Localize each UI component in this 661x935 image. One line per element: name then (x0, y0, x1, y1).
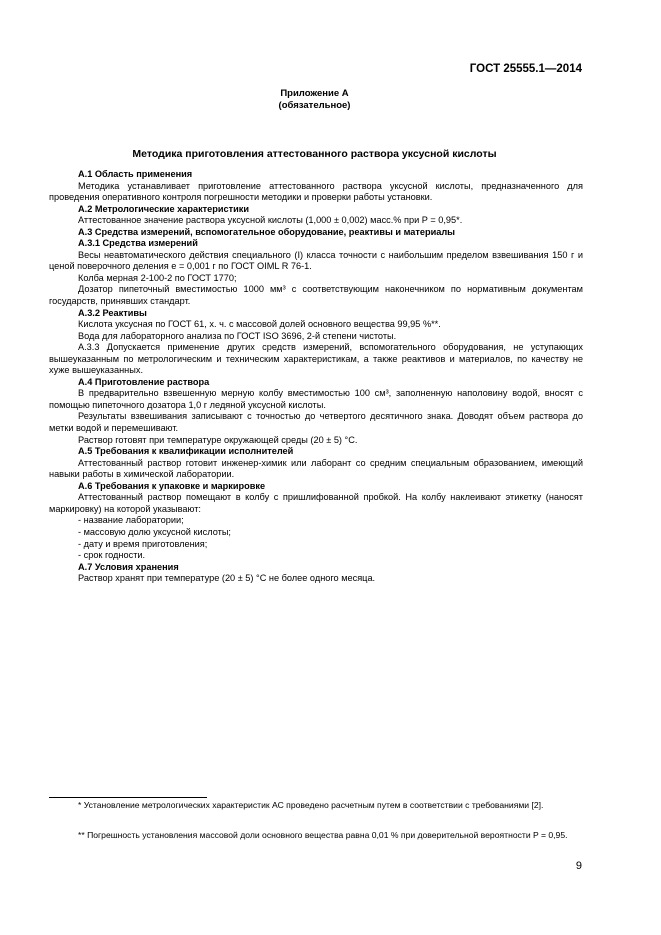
standard-number: ГОСТ 25555.1—2014 (469, 63, 582, 75)
paragraph: Аттестованный раствор помещают в колбу с пришлифованной пробкой. На колбу наклеивают этикетку (наносят маркировку) на которой указывают: (49, 492, 583, 514)
footnote (49, 798, 583, 814)
document-title: Методика приготовления аттестованного раствора уксусной кислоты (132, 148, 497, 160)
section-heading: А.2 Метрологические характеристики (78, 203, 250, 214)
list-item: - массовую долю уксусной кислоты; (78, 526, 231, 537)
document-body (49, 169, 583, 585)
section-heading: А.7 Условия хранения (78, 561, 179, 572)
paragraph: А.3.3 Допускается применение других средств измерений, вспомогательного оборудования, не уступающих вышеуказанным по метрологическим и техническим характеристикам, а также реактивов и материалов, по качеству не хуже вышеуказанных. (49, 342, 583, 376)
paragraph: Раствор хранят при температуре (20 ± 5) °С не более одного месяца. (78, 573, 376, 584)
footnote-text: * Установление метрологических характеристик АС проведено расчетным путем в соответствии с требованиями [2]. (78, 800, 544, 810)
paragraph: Раствор готовят при температуре окружающей среды (20 ± 5) °С. (78, 434, 358, 445)
paragraph: Результаты взвешивания записывают с точностью до четвертого десятичного знака. Доводят объем раствора до метки водой и перемешивают. (49, 411, 583, 434)
appendix-title: Приложение А (280, 88, 349, 99)
list-item: - срок годности. (78, 550, 146, 561)
paragraph: Дозатор пипеточный вместимостью 1000 мм³ с соответствующим наконечником по нормативным документам государств, принявших стандарт. (49, 284, 583, 307)
footnote-text: ** Погрешность установления массовой доли основного вещества равна 0,01 % при доверительной вероятности P = 0,95. (78, 830, 568, 840)
paragraph: Вода для лабораторного анализа по ГОСТ ISO 3696, 2-й степени чистоты. (78, 330, 397, 341)
paragraph: В предварительно взвешенную мерную колбу вместимостью 100 см³, заполненную наполовину водой, вносят с помощью пипеточного дозатора 1,0 г ледяной уксусной кислоты. (49, 388, 583, 410)
paragraph: Кислота уксусная по ГОСТ 61, х. ч. с массовой долей основного вещества 99,95 %**. (78, 319, 441, 330)
section-heading: А.1 Область применения (78, 169, 193, 179)
page-number: 9 (575, 860, 582, 872)
paragraph: Колба мерная 2-100-2 по ГОСТ 1770; (78, 272, 237, 283)
section-heading: А.3 Средства измерений, вспомогательное оборудование, реактивы и материалы (78, 226, 456, 237)
section-heading: А.5 Требования к квалификации исполнителей (78, 446, 294, 457)
footnote (49, 828, 583, 844)
section-heading: А.3.1 Средства измерений (78, 238, 198, 249)
list-item: - дату и время приготовления; (78, 538, 208, 549)
paragraph: Аттестованный раствор готовит инженер-химик или лаборант со средним специальным образованием, имеющий навыки работы в химической лаборатории. (49, 457, 583, 480)
list-item: - название лаборатории; (78, 515, 184, 526)
appendix-status: (обязательное) (278, 100, 351, 111)
section-heading: А.6 Требования к упаковке и маркировке (78, 480, 266, 491)
paragraph: Аттестованное значение раствора уксусной кислоты (1,000 ± 0,002) масс.% при P = 0,95*. (78, 215, 463, 226)
paragraph: Весы неавтоматического действия специального (I) класса точности с наибольшим пределом взвешивания 150 г и ценой поверочного деления e = 0,001 г по ГОСТ OIML R 76-1. (49, 249, 583, 272)
section-heading: А.3.2 Реактивы (78, 307, 147, 318)
section-heading: А.4 Приготовление раствора (78, 376, 210, 387)
paragraph: Методика устанавливает приготовление аттестованного раствора уксусной кислоты, предназначенного для проведения оперативного контроля погрешности методики и проверки работы установки. (49, 180, 583, 203)
